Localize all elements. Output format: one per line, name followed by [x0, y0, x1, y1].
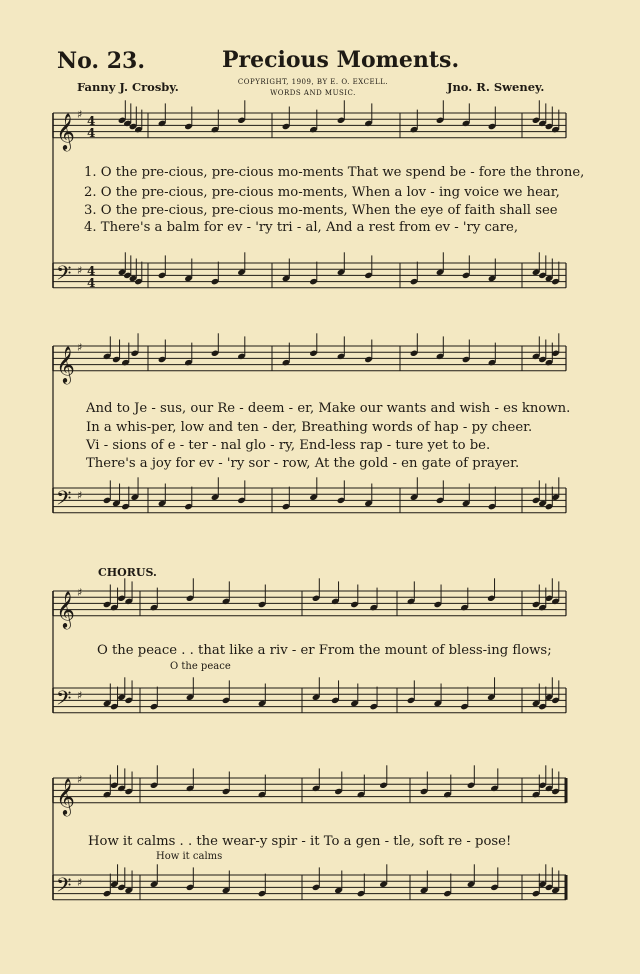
time-signature-bottom-treble: 4 — [87, 126, 96, 140]
system-4-treble-key-sharp: ♯ — [77, 773, 83, 786]
hymn-title: Precious Moments. — [222, 47, 460, 73]
system-2-treble-key-sharp: ♯ — [77, 341, 83, 354]
system-2-treble-clef: 𝄞 — [56, 344, 75, 383]
verse-4-line-1: 4. There's a balm for ev - 'ry tri - al, And a rest from ev - 'ry care, — [84, 220, 519, 235]
system-3-bass-key-sharp: ♯ — [77, 689, 83, 702]
chorus-bass-lyric-2: How it calms — [156, 851, 223, 862]
system-1-treble-clef: 𝄞 — [56, 111, 75, 150]
time-signature-top-bass: 4 — [87, 264, 96, 278]
system-4-bass-key-sharp: ♯ — [77, 876, 83, 889]
system-2-bass-key-sharp: ♯ — [77, 489, 83, 502]
verse-1-line-2: And to Je - sus, our Re - deem - er, Make our wants and wish - es known. — [86, 401, 571, 416]
chorus-lyric-line-2: How it calms . . the wear-y spir - it To a gen - tle, soft re - pose! — [88, 834, 512, 849]
verse-2-line-2: In a whis-per, low and ten - der, Breathing words of hap - py cheer. — [86, 420, 533, 435]
chorus-bass-lyric-1: O the peace — [170, 661, 231, 672]
copyright-line-1: COPYRIGHT, 1909, BY E. O. EXCELL. — [237, 78, 389, 86]
time-signature-bottom-bass: 4 — [87, 276, 96, 290]
system-1-bass-clef: 𝄢 — [56, 261, 72, 290]
chorus-lyric-line-1: O the peace . . that like a riv - er From the mount of bless-ing flows; — [97, 643, 552, 658]
chorus-label: CHORUS. — [98, 566, 157, 579]
system-3-bass-clef: 𝄢 — [56, 686, 72, 715]
verse-2-line-1: 2. O the pre-cious, pre-cious mo-ments, When a lov - ing voice we hear, — [84, 185, 560, 200]
system-2-bass-clef: 𝄢 — [56, 486, 72, 515]
system-4-treble-clef: 𝄞 — [56, 776, 75, 815]
system-3-treble-key-sharp: ♯ — [77, 586, 83, 599]
system-4-bass-clef: 𝄢 — [56, 873, 72, 902]
composer-credit: Jno. R. Sweney. — [447, 80, 545, 94]
system-3-treble-clef: 𝄞 — [56, 589, 75, 628]
verse-3-line-1: 3. O the pre-cious, pre-cious mo-ments, When the eye of faith shall see — [84, 203, 558, 218]
verse-3-line-2: Vi - sions of e - ter - nal glo - ry, End-less rap - ture yet to be. — [86, 438, 491, 453]
time-signature-top-treble: 4 — [87, 114, 96, 128]
copyright-line-2: WORDS AND MUSIC. — [270, 89, 356, 97]
lyricist-credit: Fanny J. Crosby. — [77, 80, 179, 94]
verse-4-line-2: There's a joy for ev - 'ry sor - row, At the gold - en gate of prayer. — [86, 456, 520, 471]
hymn-number: No. 23. — [57, 48, 145, 74]
system-1-bass-key-sharp: ♯ — [77, 264, 83, 277]
verse-1-line-1: 1. O the pre-cious, pre-cious mo-ments That we spend be - fore the throne, — [84, 165, 585, 180]
system-1-treble-key-sharp: ♯ — [77, 108, 83, 121]
